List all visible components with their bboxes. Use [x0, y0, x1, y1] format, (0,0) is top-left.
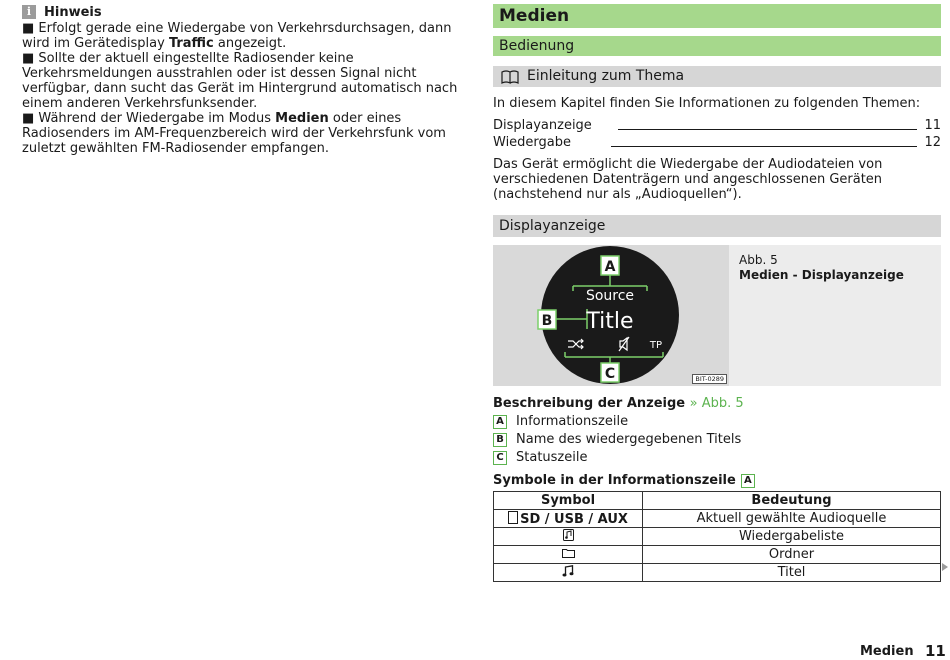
figure-reference-link[interactable]: » Abb. 5	[689, 396, 744, 411]
svg-text:B: B	[541, 313, 553, 329]
legend-letter-c: C	[493, 451, 507, 465]
meaning-cell: Titel	[643, 564, 941, 582]
sd-card-icon	[508, 511, 518, 524]
symbol-cell	[494, 564, 643, 582]
screen-title-text: Title	[586, 309, 634, 334]
legend-item: C Statuszeile	[493, 449, 941, 466]
playlist-icon	[563, 529, 574, 541]
figure-code: BIT-0289	[692, 374, 727, 384]
legend-letter-b: B	[493, 433, 507, 447]
column-header-bedeutung: Bedeutung	[643, 492, 941, 510]
meaning-cell: Aktuell gewählte Audioquelle	[643, 510, 941, 528]
label-c	[601, 363, 619, 382]
description-heading: Beschreibung der Anzeige » Abb. 5	[493, 396, 744, 411]
table-of-contents	[493, 117, 941, 151]
display-illustration	[493, 245, 729, 386]
note-box	[22, 4, 470, 156]
symbols-heading: Symbole in der Informationszeile A	[493, 472, 941, 489]
symbols-table	[493, 491, 941, 582]
label-b	[538, 310, 556, 329]
legend-item: B Name des wiedergegebenen Titels	[493, 431, 941, 448]
page-number: 11	[925, 642, 946, 660]
toc-leader	[618, 129, 917, 130]
legend-item: A Informationszeile	[493, 413, 941, 430]
display-diagram	[493, 245, 729, 386]
table-row	[494, 510, 941, 528]
chapter-title: Medien	[493, 4, 941, 28]
figure-number: Abb. 5	[739, 253, 778, 267]
toc-item-displayanzeige[interactable]: Displayanzeige 11	[493, 118, 941, 133]
note-item: ■ Während der Wiedergabe im Modus Medien oder eines Radiosenders im AM-Frequenzbereich wird der Verkehrsfunk vom zuletzt gewählten FM-Radiosender empfangen.	[22, 111, 446, 156]
intro-text: In diesem Kapitel finden Sie Informationen zu folgenden Themen:	[493, 96, 921, 111]
tp-indicator: TP	[649, 340, 663, 351]
table-row	[494, 528, 941, 546]
symbols-heading-ref: A	[741, 474, 755, 488]
note-header	[22, 4, 470, 20]
info-icon: i	[22, 5, 36, 19]
symbol-cell	[494, 528, 643, 546]
main-column	[493, 4, 941, 582]
svg-text:C: C	[604, 366, 616, 382]
figure-5	[493, 245, 941, 386]
meaning-cell: Wiedergabeliste	[643, 528, 941, 546]
screen-source-text: Source	[585, 288, 635, 304]
note-item: ■ Erfolgt gerade eine Wiedergabe von Verkehrsdurchsagen, dann wird im Gerätedisplay Traffic angezeigt.	[22, 21, 452, 51]
legend-letter-a: A	[493, 415, 507, 429]
footer-chapter-title: Medien	[860, 644, 914, 659]
symbol-cell: SD / USB / AUX	[494, 510, 643, 528]
intro-heading: Einleitung zum Thema	[527, 68, 685, 84]
svg-text:A: A	[604, 259, 616, 275]
figure-title: Medien - Displayanzeige	[739, 268, 904, 282]
intro-heading-bar	[493, 66, 941, 87]
meaning-cell: Ordner	[643, 546, 941, 564]
note-title: Hinweis	[44, 4, 102, 20]
folder-icon	[562, 548, 575, 558]
figure-caption	[729, 245, 904, 386]
toc-leader	[611, 146, 917, 147]
intro-paragraph: Das Gerät ermöglicht die Wiedergabe der Audiodateien von verschiedenen Datenträgern und angeschlossenen Geräten (nachstehend nur als „Audioquellen“).	[493, 157, 883, 202]
display-heading: Displayanzeige	[493, 215, 941, 237]
note-item: ■ Sollte der aktuell eingestellte Radiosender keine Verkehrsmeldungen ausstrahlen oder ist dessen Signal nicht verfügbar, dann sucht das Gerät im Hintergrund automatisch nach einem anderen Verkehrsfunksender.	[22, 51, 458, 111]
music-note-icon	[562, 565, 574, 577]
table-header-row	[494, 492, 941, 510]
toc-item-wiedergabe[interactable]: Wiedergabe 12	[493, 135, 941, 150]
next-page-arrow-icon[interactable]	[942, 563, 948, 571]
column-header-symbol: Symbol	[494, 492, 643, 510]
table-row	[494, 546, 941, 564]
label-a	[601, 256, 619, 275]
table-row	[494, 564, 941, 582]
symbol-cell	[494, 546, 643, 564]
section-title: Bedienung	[493, 36, 941, 56]
book-icon	[501, 70, 519, 84]
